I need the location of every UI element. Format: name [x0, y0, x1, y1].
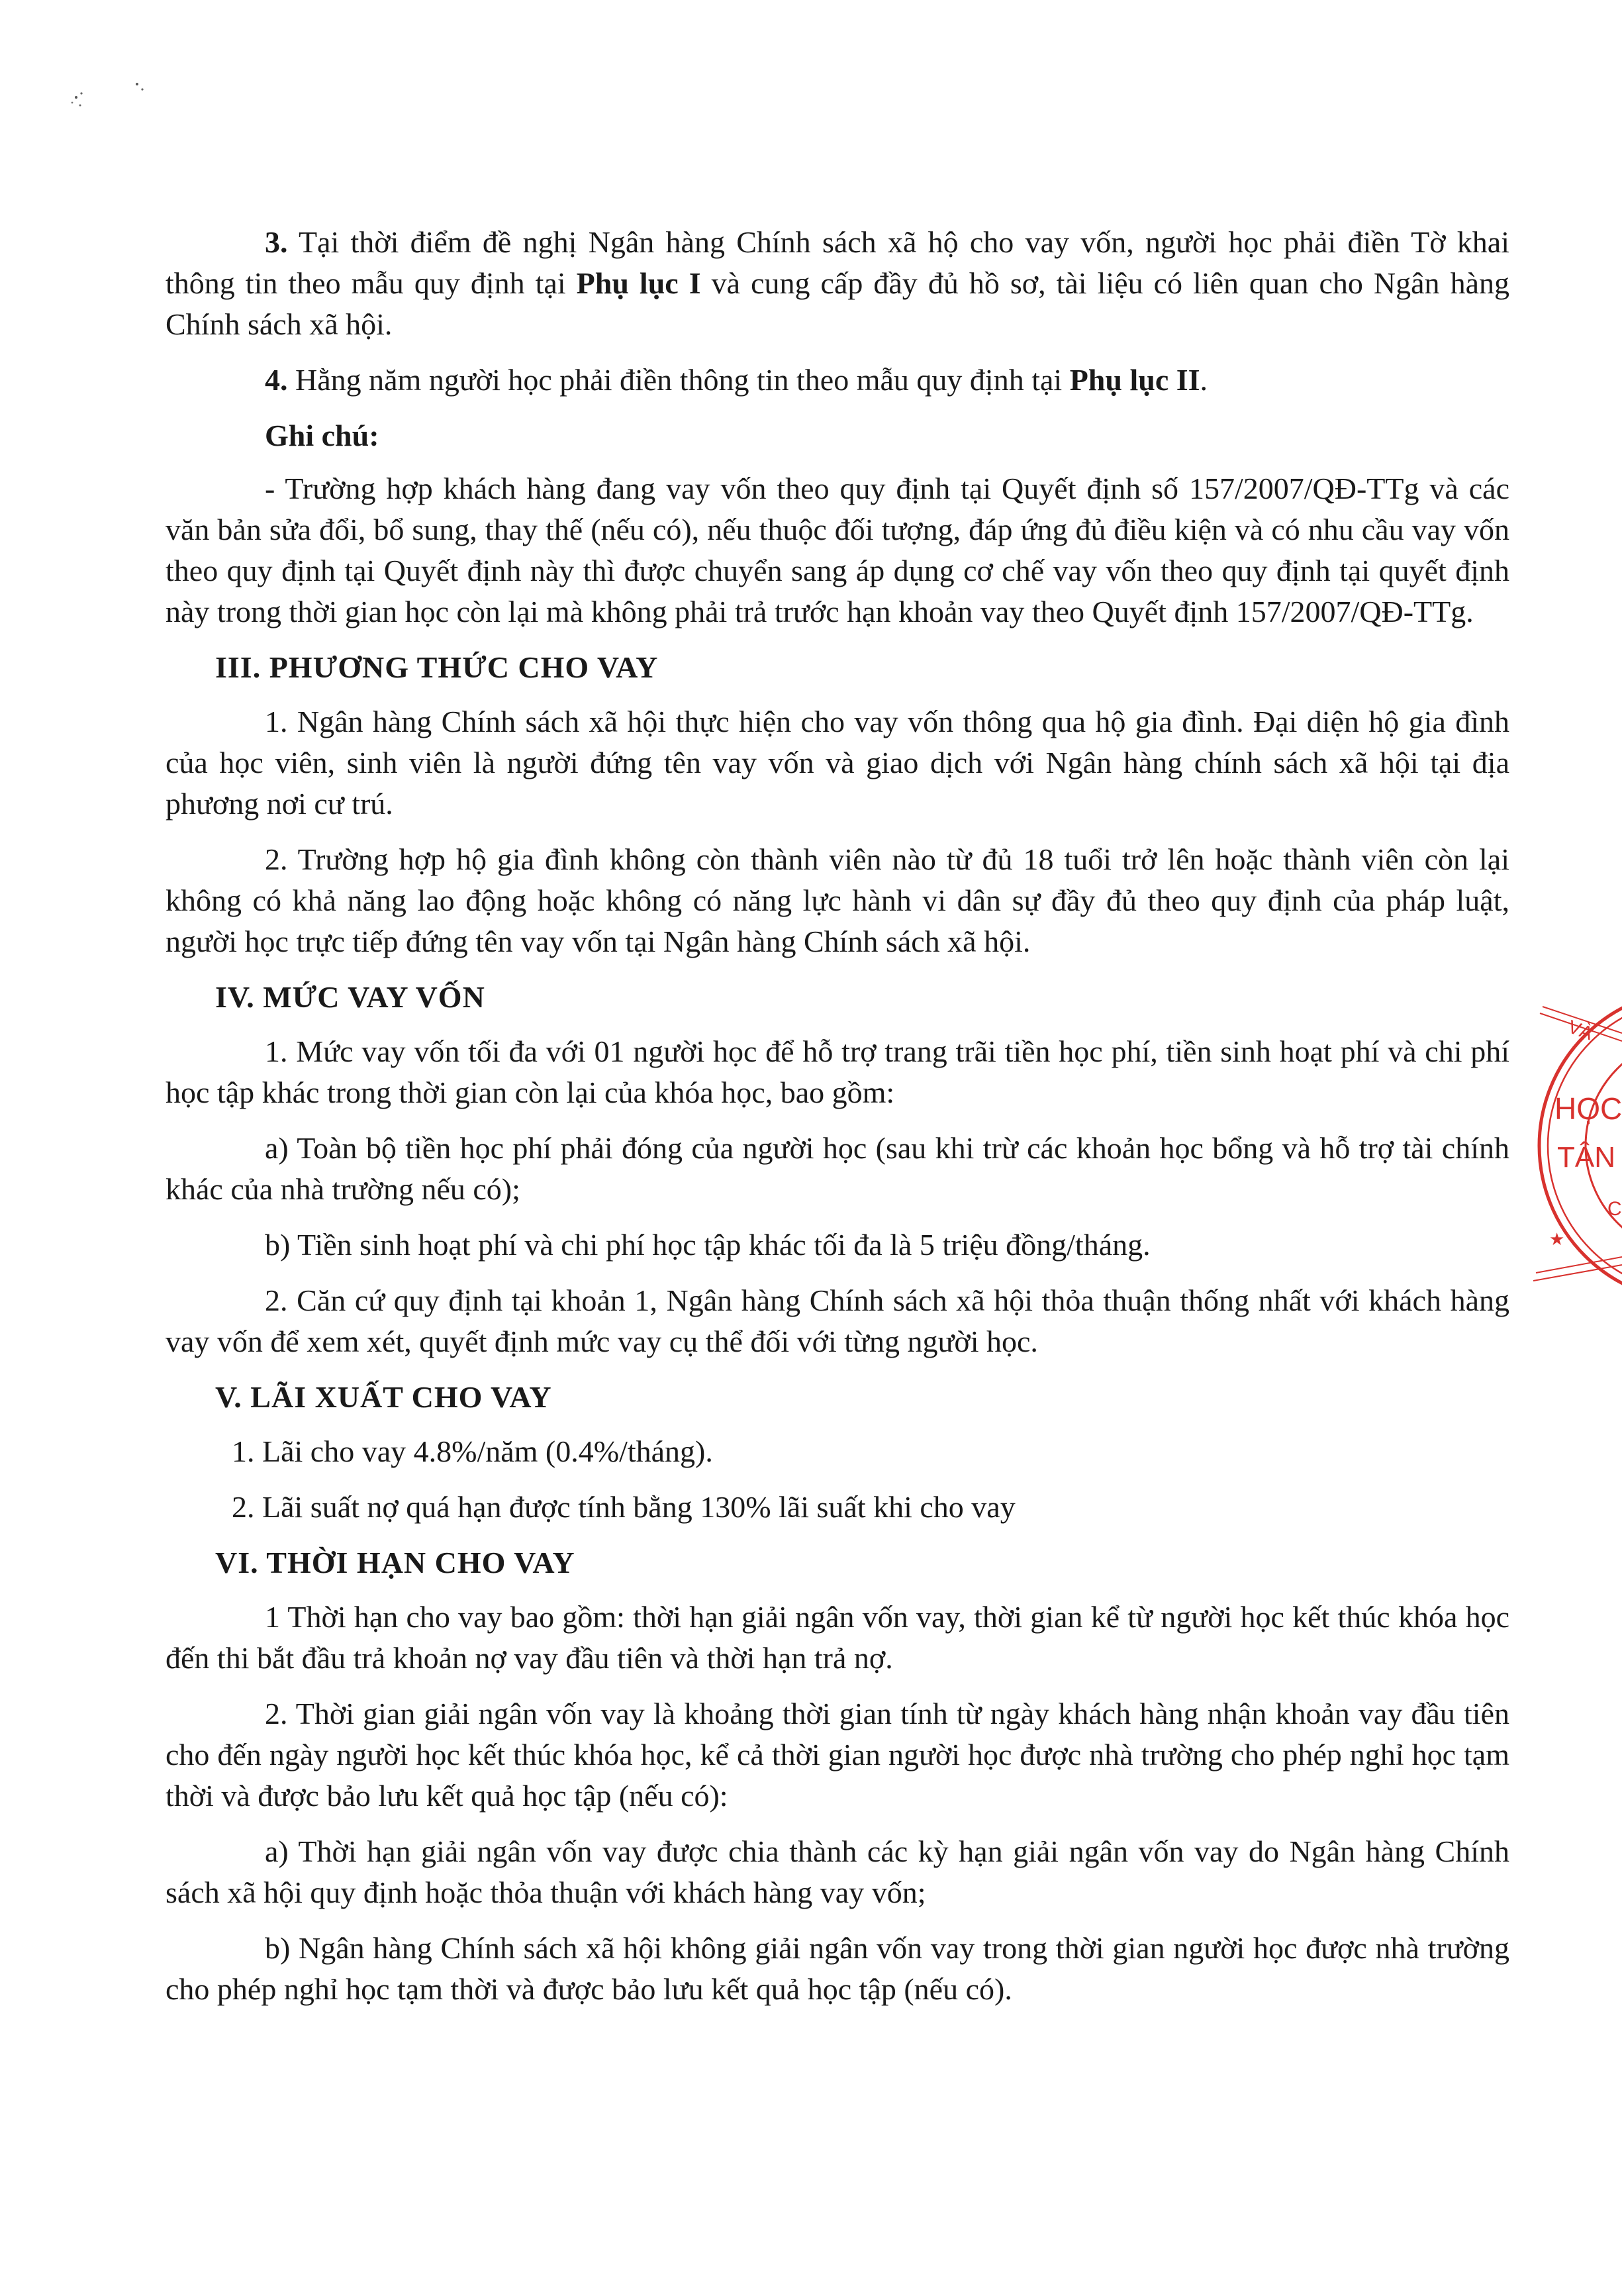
paragraph-3-number: 3. — [265, 225, 288, 259]
section-6-item-2: 2. Thời gian giải ngân vốn vay là khoảng thời gian tính từ ngày khách hàng nhận khoản vay đầu tiên cho đến ngày người học kết thúc khóa học, kể cả thời gian người học được nhà trường cho phép nghỉ học tạm thời và được bảo lưu kết quả học tập (nếu có): — [166, 1697, 1509, 1813]
section-4-heading: IV. MỨC VAY VỐN — [215, 980, 485, 1014]
annex-2-reference: Phụ lục II — [1069, 363, 1200, 397]
seal-text-1: VÀ — [1565, 1016, 1596, 1044]
red-seal-stamp — [1529, 987, 1622, 1305]
paragraph-3 — [166, 222, 1509, 345]
section-4-item-b: b) Tiền sinh hoạt phí và chi phí học tập khác tối đa là 5 triệu đồng/tháng. — [265, 1228, 1151, 1262]
section-5-item-2: 2. Lãi suất nợ quá hạn được tính bằng 130% lãi suất khi cho vay — [232, 1490, 1016, 1524]
seal-text-4: C — [1607, 1198, 1622, 1220]
section-4-item-1: 1. Mức vay vốn tối đa với 01 người học để hỗ trợ trang trãi tiền học phí, tiền sinh hoạt phí và chi phí học tập khác trong thời gian còn lại của khóa học, bao gồm: — [166, 1034, 1509, 1109]
seal-icon — [1529, 987, 1622, 1305]
section-5-item-1: 1. Lãi cho vay 4.8%/năm (0.4%/tháng). — [232, 1434, 713, 1468]
paragraph-3-text-end: và cung cấp đầy đủ hồ sơ, tài liệu có liên quan cho Ngân hàng Chính sách xã hội. — [166, 266, 1509, 341]
section-6-item-1: 1 Thời hạn cho vay bao gồm: thời hạn giải ngân vốn vay, thời gian kể từ người học kết thúc khóa học đến thi bắt đầu trả khoản nợ vay đầu tiên và thời hạn trả nợ. — [166, 1600, 1509, 1675]
section-4-item-a: a) Toàn bộ tiền học phí phải đóng của người học (sau khi trừ các khoản học bổng và hỗ trợ tài chính khác của nhà trường nếu có); — [166, 1131, 1509, 1206]
section-6-item-a: a) Thời hạn giải ngân vốn vay được chia thành các kỳ hạn giải ngân vốn vay do Ngân hàng Chính sách xã hội quy định hoặc thỏa thuận với khách hàng vay vốn; — [166, 1834, 1509, 1909]
scan-specks — [63, 76, 169, 116]
paragraph-4 — [166, 360, 1509, 401]
paragraph-3-text: Tại thời điểm đề nghị Ngân hàng Chính sách xã hộ cho vay vốn, người học phải điền Tờ khai thông tin theo mẫu quy định tại — [166, 225, 1509, 300]
seal-text-2: HỌC — [1554, 1091, 1622, 1126]
section-6-heading: VI. THỜI HẠN CHO VAY — [215, 1546, 575, 1579]
annex-1-reference: Phụ lục I — [576, 266, 701, 300]
section-5-heading: V. LÃI XUẤT CHO VAY — [215, 1380, 552, 1414]
section-4-item-2: 2. Căn cứ quy định tại khoản 1, Ngân hàng Chính sách xã hội thỏa thuận thống nhất với khách hàng vay vốn để xem xét, quyết định mức vay cụ thể đối với từng người học. — [166, 1283, 1509, 1358]
paragraph-4-text: Hằng năm người học phải điền thông tin theo mẫu quy định tại — [295, 363, 1070, 397]
paragraph-4-number: 4. — [265, 363, 288, 397]
section-3-heading: III. PHƯƠNG THỨC CHO VAY — [215, 650, 659, 684]
section-3-item-1: 1. Ngân hàng Chính sách xã hội thực hiện cho vay vốn thông qua hộ gia đình. Đại diện hộ gia đình của học viên, sinh viên là người đứng tên vay vốn và giao dịch với Ngân hàng chính sách xã hội tại địa phương nơi cư trú. — [166, 705, 1509, 821]
seal-text-3: TÂN — [1557, 1141, 1615, 1173]
section-6-item-b: b) Ngân hàng Chính sách xã hội không giải ngân vốn vay trong thời gian người học được nhà trường cho phép nghỉ học tạm thời và được bảo lưu kết quả học tập (nếu có). — [166, 1931, 1509, 2006]
document-body — [166, 222, 1509, 2024]
seal-star-icon: ★ — [1549, 1230, 1565, 1250]
section-3-item-2: 2. Trường hợp hộ gia đình không còn thành viên nào từ đủ 18 tuổi trở lên hoặc thành viên còn lại không có khả năng lao động hoặc không có năng lực hành vi dân sự đầy đủ theo quy định của pháp luật, người học trực tiếp đứng tên vay vốn tại Ngân hàng Chính sách xã hội. — [166, 842, 1509, 958]
paragraph-4-end: . — [1200, 363, 1208, 397]
note-title: Ghi chú: — [265, 419, 379, 452]
note-text: - Trường hợp khách hàng đang vay vốn theo quy định tại Quyết định số 157/2007/QĐ-TTg và các văn bản sửa đổi, bổ sung, thay thế (nếu có), nếu thuộc đối tượng, đáp ứng đủ điều kiện và có nhu cầu vay vốn theo quy định tại Quyết định này thì được chuyển sang áp dụng cơ chế vay vốn theo quy định tại quyết định này trong thời gian học còn lại mà không phải trả trước hạn khoản vay theo Quyết định 157/2007/QĐ-TTg. — [166, 472, 1509, 628]
